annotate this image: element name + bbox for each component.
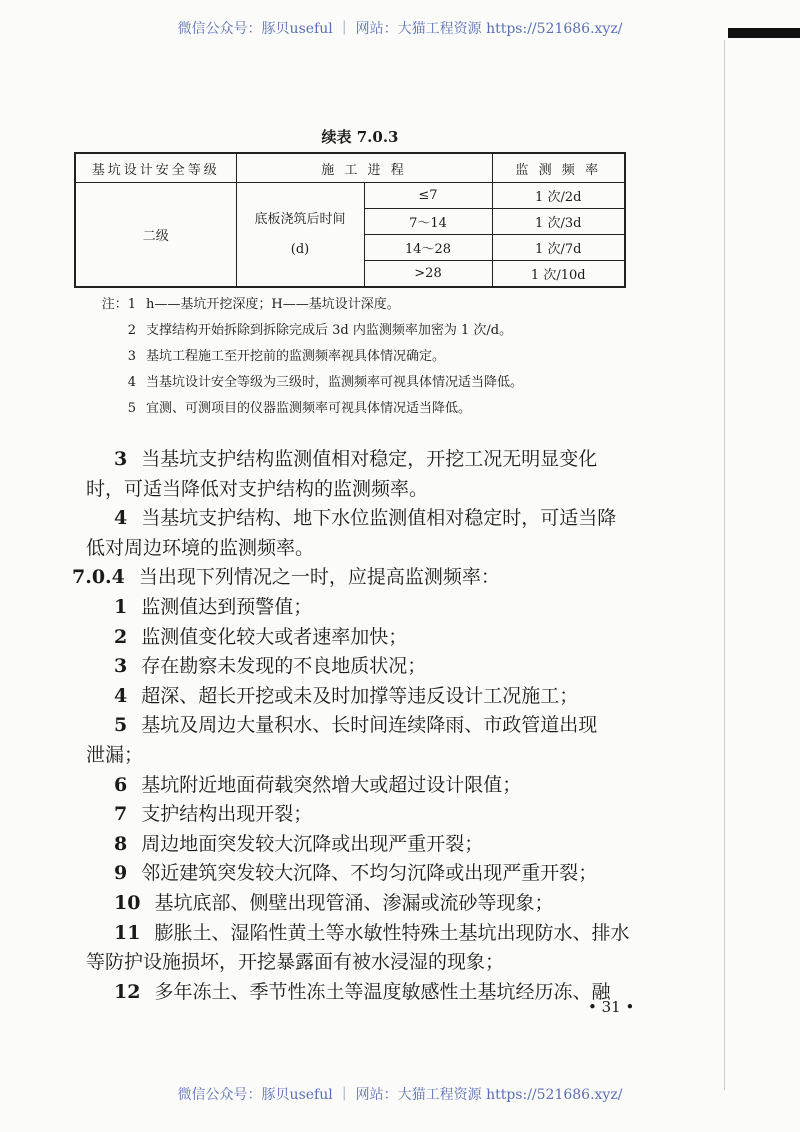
text-line	[86, 593, 646, 623]
item-text: 基坑附近地面荷载突然增大或超过设计限值；	[141, 773, 522, 796]
section-heading: 7.0.4 当出现下列情况之一时，应提高监测频率：	[72, 566, 500, 589]
text-line	[86, 830, 646, 860]
item-number: 12	[114, 980, 141, 1003]
item-number: 8	[114, 832, 128, 855]
item-text: 支护结构出现开裂；	[141, 803, 313, 826]
note: 3 基坑工程施工至开挖前的监测频率视具体情况确定。	[127, 349, 446, 364]
cell-range: 14～28	[364, 235, 492, 261]
item-number: 4	[114, 684, 128, 707]
text-line	[86, 859, 646, 889]
item-number: 1	[114, 595, 128, 618]
watermark-bottom: 微信公众号：豚贝useful ｜ 网站：大猫工程资源 https://521686.xyz/	[177, 1087, 623, 1103]
note: 4 当基坑设计安全等级为三级时，监测频率可视具体情况适当降低。	[127, 375, 524, 390]
text-line	[86, 682, 646, 712]
item-text: 等防护设施损坏，开挖暴露面有被水浸湿的现象；	[86, 951, 505, 974]
cell-grade: 二级	[75, 183, 236, 288]
item-text: 超深、超长开挖或未及时加撑等违反设计工况施工；	[141, 684, 579, 707]
page-number: • 31 •	[588, 998, 635, 1016]
text-line	[86, 475, 646, 505]
header-stage: 施 工 进 程	[236, 153, 492, 183]
item-text: 基坑及周边大量积水、长时间连续降雨、市政管道出现	[141, 714, 598, 737]
header-frequency: 监 测 频 率	[492, 153, 625, 183]
cell-freq: 1 次/3d	[492, 209, 625, 235]
item-number: 11	[114, 921, 141, 944]
item-text: 当基坑支护结构、地下水位监测值相对稳定时，可适当降	[141, 507, 617, 530]
item-number: 3	[114, 655, 128, 678]
item-text: 时，可适当降低对支护结构的监测频率。	[86, 477, 429, 500]
item-number: 2	[114, 625, 128, 648]
monitoring-frequency-table	[74, 152, 626, 288]
cell-range: >28	[364, 261, 492, 288]
note: 2 支撑结构开始拆除到拆除完成后 3d 内监测频率加密为 1 次/d。	[127, 323, 513, 338]
text-line	[86, 919, 646, 949]
item-number: 10	[114, 891, 141, 914]
cell-range: ≤7	[364, 183, 492, 209]
item-number: 6	[114, 773, 128, 796]
item-text: 邻近建筑突发较大沉降、不均匀沉降或出现严重开裂；	[141, 862, 598, 885]
item-text: 泄漏；	[86, 743, 144, 766]
item-text: 监测值变化较大或者速率加快；	[141, 625, 408, 648]
text-line	[86, 504, 646, 534]
page-edge	[724, 40, 725, 1090]
text-line	[86, 711, 646, 741]
cell-range: 7～14	[364, 209, 492, 235]
item-text: 存在勘察未发现的不良地质状况；	[141, 655, 427, 678]
body-text	[72, 445, 646, 1007]
item-text: 周边地面突发较大沉降或出现严重开裂；	[141, 832, 484, 855]
cell-stage: 底板浇筑后时间 (d)	[236, 183, 364, 288]
text-line	[86, 445, 646, 475]
cell-freq: 1 次/10d	[492, 261, 625, 288]
text-line	[86, 771, 646, 801]
item-number: 5	[114, 714, 128, 737]
header-grade: 基坑设计安全等级	[75, 153, 236, 183]
item-number: 7	[114, 803, 128, 826]
item-number: 9	[114, 862, 128, 885]
text-line	[86, 623, 646, 653]
text-line	[86, 948, 646, 978]
text-line	[86, 800, 646, 830]
text-line	[86, 889, 646, 919]
watermark-top: 微信公众号：豚贝useful ｜ 网站：大猫工程资源 https://521686.xyz/	[177, 21, 623, 37]
item-number: 3	[114, 448, 128, 470]
item-text: 膨胀土、湿陷性黄土等水敏性特殊土基坑出现防水、排水	[154, 921, 630, 944]
item-text: 低对周边环境的监测频率。	[86, 536, 315, 559]
table-notes	[96, 292, 523, 422]
item-text: 基坑底部、侧壁出现管涌、渗漏或流砂等现象；	[154, 891, 554, 914]
cell-freq: 1 次/7d	[492, 235, 625, 261]
item-text: 当基坑支护结构监测值相对稳定，开挖工况无明显变化	[141, 448, 598, 470]
text-line	[86, 741, 646, 771]
text-line	[86, 534, 646, 564]
table-caption: 续表 7.0.3	[321, 128, 399, 146]
item-text: 多年冻土、季节性冻土等温度敏感性土基坑经历冻、融	[154, 980, 611, 1003]
cell-freq: 1 次/2d	[492, 183, 625, 209]
scan-artifact-bar	[728, 28, 800, 38]
item-number: 4	[114, 507, 128, 530]
note: 注：1 h——基坑开挖深度；H——基坑设计深度。	[101, 297, 400, 312]
item-text: 监测值达到预警值；	[141, 595, 313, 618]
note: 5 宜测、可测项目的仪器监测频率可视具体情况适当降低。	[127, 401, 472, 416]
text-line	[86, 652, 646, 682]
text-line	[86, 978, 646, 1008]
